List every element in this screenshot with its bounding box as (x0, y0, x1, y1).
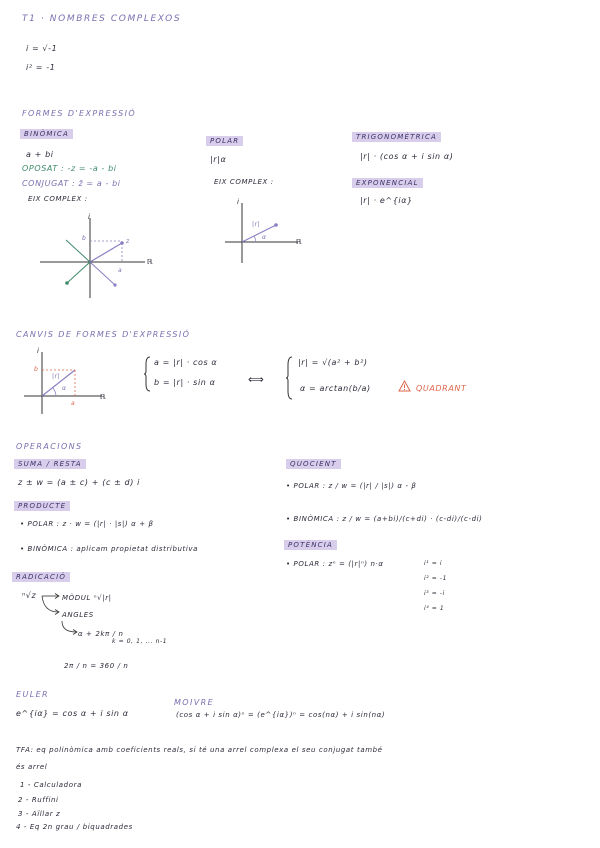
canvis-axis-r: ℝ (100, 393, 107, 401)
potencia-label: POTÈNCIA (284, 540, 337, 550)
formes-heading: FORMES D'EXPRESSIÓ (22, 109, 137, 118)
operacions-heading: OPERACIONS (16, 442, 83, 451)
euler-expr: e^{iα} = cos α + i sin α (16, 709, 129, 718)
polar-label-alpha: α (262, 234, 267, 241)
canvis-eq-3: |r| = √(a² + b²) (298, 358, 368, 367)
canvis-eq-1: a = |r| · cos α (154, 358, 218, 367)
exponencial-expr: |r| · e^{iα} (360, 196, 413, 205)
radicacio-root: ⁿ√z (22, 591, 37, 600)
warning-icon (398, 380, 411, 392)
canvis-brace-left (144, 356, 152, 392)
binomica-axis-i: i (88, 213, 91, 221)
canvis-label-b: b (34, 366, 39, 373)
canvis-label-a: a (71, 400, 76, 407)
tfa-line-2: és arrel (16, 763, 48, 771)
page-title: T1 · NOMBRES COMPLEXOS (22, 14, 182, 24)
exponencial-label: EXPONENCIAL (352, 178, 423, 188)
polar-axis-i: i (237, 198, 240, 206)
potencia-i3: i³ = -i (424, 590, 445, 597)
canvis-eq-4: α = arctan(b/a) (300, 384, 371, 393)
tfa-line-1: TFA: eq polinòmica amb coeficients reals, si té una arrel complexa el seu conjugat també (16, 746, 383, 754)
radicacio-angles-arrow (60, 620, 80, 636)
binomica-label-b: b (82, 235, 87, 242)
polar-expr: |r|α (210, 155, 227, 164)
radicacio-label: RADICACIÓ (12, 572, 70, 582)
intro-line-2: i² = -1 (26, 63, 56, 72)
polar-graph (220, 195, 310, 270)
canvis-equivalence-arrow: ⟺ (248, 373, 265, 386)
tfa-item-2: 2 - Ruffini (18, 796, 59, 804)
canvis-brace-right (286, 356, 294, 400)
suma-expr: z ± w = (a ± c) + (c ± d) i (18, 478, 140, 487)
potencia-i2: i² = -1 (424, 575, 448, 582)
canvis-label-r: |r| (52, 373, 61, 380)
binomica-axis-r: ℝ (147, 258, 154, 266)
quocient-binomica: • BINÒMICA : z / w = (a+bi)/(c+di) · (c-di)/(c-di) (286, 515, 483, 523)
tfa-item-4: 4 - Eq 2n grau / biquadrades (16, 823, 133, 831)
radicacio-frac-1: α + 2kπ / n (78, 630, 124, 638)
binomica-conjugat: CONJUGAT : z̄ = a - bi (22, 179, 121, 188)
radicacio-angles: ANGLES (62, 611, 94, 619)
binomica-label-a: a (118, 267, 123, 274)
suma-label: SUMA / RESTA (14, 459, 86, 469)
moivre-expr: (cos α + i sin α)ⁿ = (e^{iα})ⁿ = cos(nα) + i sin(nα) (176, 711, 386, 719)
canvis-label-alpha: α (62, 385, 67, 392)
canvis-heading: CANVIS DE FORMES D'EXPRESSIÓ (16, 330, 191, 339)
binomica-oposat: OPOSAT : -z = -a - bi (22, 164, 117, 173)
canvis-eq-2: b = |r| · sin α (154, 378, 216, 387)
radicacio-modul: MÒDUL ⁿ√|r| (62, 594, 112, 602)
binomica-label: BINÒMICA (20, 129, 73, 139)
potencia-polar: • POLAR : zⁿ = (|r|ⁿ) n·α (286, 560, 384, 568)
polar-axis-r: ℝ (296, 238, 303, 246)
binomica-label-z: z (126, 238, 130, 245)
producte-polar: • POLAR : z · w = (|r| · |s|) α + β (20, 520, 154, 528)
polar-label-r: |r| (252, 221, 261, 228)
moivre-label: MOIVRE (174, 698, 215, 707)
canvis-warning: QUADRANT (416, 384, 467, 393)
binomica-eix: EIX COMPLEX : (28, 195, 88, 203)
quocient-polar: • POLAR : z / w = (|r| / |s|) α - β (286, 482, 417, 490)
radicacio-krange: k = 0, 1, ... n-1 (112, 638, 168, 645)
binomica-graph (30, 210, 160, 310)
canvis-axis-i: i (37, 347, 40, 355)
potencia-i4: i⁴ = 1 (424, 605, 445, 612)
producte-label: PRODUCTE (14, 501, 70, 511)
intro-line-1: i = √-1 (26, 44, 58, 53)
euler-label: EULER (16, 690, 49, 699)
tfa-item-1: 1 - Calculadora (20, 781, 82, 789)
trigonometrica-label: TRIGONOMÈTRICA (352, 132, 441, 142)
polar-label: POLAR (206, 136, 243, 146)
radicacio-arrows (40, 592, 64, 618)
tfa-item-3: 3 - Aïllar z (18, 810, 61, 818)
polar-eix: EIX COMPLEX : (214, 178, 274, 186)
trigonometrica-expr: |r| · (cos α + i sin α) (360, 152, 454, 161)
canvis-graph (20, 348, 115, 418)
radicacio-frac-2: 2π / n = 360 / n (64, 662, 129, 670)
quocient-label: QUOCIENT (286, 459, 341, 469)
potencia-i1: i¹ = i (424, 560, 443, 567)
binomica-expr: a + bi (26, 150, 54, 159)
producte-binomica: • BINÒMICA : aplicam propietat distributiva (20, 545, 199, 553)
